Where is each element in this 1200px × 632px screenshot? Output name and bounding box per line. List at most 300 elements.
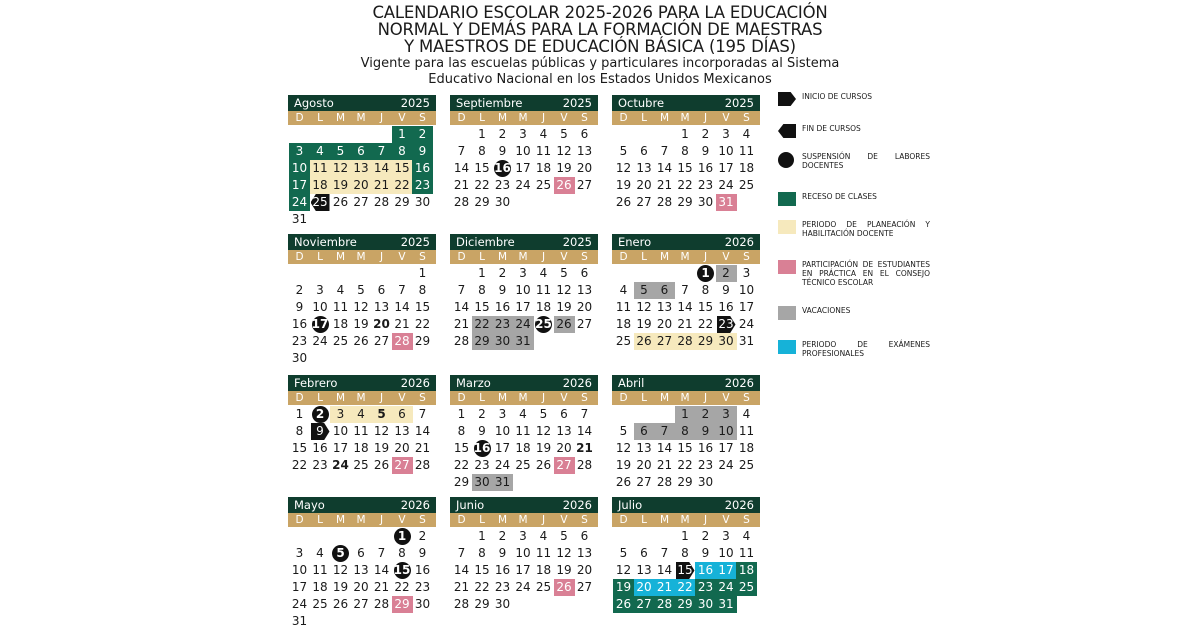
weekday-label: M xyxy=(518,112,528,124)
weekday-label: M xyxy=(518,514,528,526)
day-cell: 13 xyxy=(656,300,673,314)
day-cell: 13 xyxy=(636,441,652,455)
day-cell: 9 xyxy=(722,283,730,297)
day-cell: 18 xyxy=(738,441,755,455)
day-cell: 30 xyxy=(414,597,431,611)
day-cell: 5 xyxy=(634,282,655,299)
day-cell: 26 xyxy=(332,195,349,209)
legend-label: SUSPENSIÓN DE LABORES DOCENTES xyxy=(802,152,930,170)
month-octubre xyxy=(612,95,760,230)
weekday-label: V xyxy=(722,392,730,404)
day-cell: 20 xyxy=(576,300,593,314)
weekday-label: V xyxy=(398,392,406,404)
day-cell: 30 xyxy=(414,195,431,209)
day-cell: 17 xyxy=(716,562,737,579)
day-cell: 11 xyxy=(535,144,552,158)
title-line-3: Y MAESTROS DE EDUCACIÓN BÁSICA (195 DÍAS) xyxy=(404,37,796,56)
day-cell: 19 xyxy=(615,178,632,192)
day-cell: 24 xyxy=(513,316,534,333)
day-cell: 2 xyxy=(412,126,433,143)
day-cell: 31 xyxy=(716,194,737,211)
day-grid xyxy=(450,527,598,632)
day-cell: 1 xyxy=(457,407,466,421)
day-cell: 6 xyxy=(634,423,655,440)
month-year: 2026 xyxy=(400,498,430,512)
day-cell: 19 xyxy=(613,579,634,596)
day-cell: 27 xyxy=(353,195,369,209)
day-cell: 27 xyxy=(392,457,413,474)
day-cell: 7 xyxy=(654,423,675,440)
day-cell: 23 xyxy=(312,458,328,472)
day-cell: 5 xyxy=(539,407,548,421)
day-cell: 20 xyxy=(636,178,652,192)
day-cell: 4 xyxy=(619,283,628,297)
day-cell: 22 xyxy=(392,177,413,194)
day-cell: 20 xyxy=(636,458,652,472)
day-cell: 25 xyxy=(738,458,755,472)
day-cell: 15 xyxy=(697,300,714,314)
inicio-cursos-icon xyxy=(778,92,796,106)
day-cell: 1 xyxy=(392,528,413,545)
day-cell: 22 xyxy=(677,178,693,192)
day-cell: 9 xyxy=(701,546,710,560)
day-cell: 2 xyxy=(478,407,486,421)
day-grid xyxy=(288,527,436,632)
legend-label: INICIO DE CURSOS xyxy=(802,92,873,101)
weekday-label: M xyxy=(335,392,346,404)
day-cell: 4 xyxy=(742,407,751,421)
weekday-label: J xyxy=(379,251,384,263)
weekday-label: M xyxy=(497,112,508,124)
day-cell: 7 xyxy=(660,144,669,158)
day-cell: 20 xyxy=(373,317,390,331)
day-cell: 20 xyxy=(634,579,655,596)
weekday-label: J xyxy=(703,392,708,404)
day-cell: 21 xyxy=(677,317,693,331)
month-header xyxy=(288,375,436,391)
weekday-row xyxy=(612,111,760,125)
month-header xyxy=(288,497,436,513)
weekday-label: D xyxy=(295,251,304,263)
day-cell: 28 xyxy=(373,597,390,611)
month-header xyxy=(612,375,760,391)
day-cell: 21 xyxy=(394,317,410,331)
day-cell: 2 xyxy=(310,406,331,423)
weekday-label: J xyxy=(379,392,384,404)
weekday-label: V xyxy=(722,112,730,124)
day-cell: 19 xyxy=(332,580,349,594)
legend-item xyxy=(778,340,930,358)
day-cell: 4 xyxy=(310,143,331,160)
day-cell: 14 xyxy=(453,300,470,314)
day-grid xyxy=(288,405,436,510)
weekday-label: M xyxy=(659,112,670,124)
weekday-label: L xyxy=(641,251,647,263)
month-header xyxy=(288,95,436,111)
day-cell: 19 xyxy=(615,458,632,472)
weekday-label: J xyxy=(541,392,546,404)
day-cell: 27 xyxy=(353,597,369,611)
weekday-label: J xyxy=(379,112,384,124)
day-cell: 17 xyxy=(718,441,734,455)
weekday-label: D xyxy=(457,514,466,526)
day-cell: 13 xyxy=(351,160,372,177)
suspension-icon xyxy=(778,152,794,168)
day-cell: 21 xyxy=(453,317,470,331)
day-cell: 5 xyxy=(330,545,351,562)
weekday-row xyxy=(288,250,436,264)
day-cell: 5 xyxy=(619,546,628,560)
weekday-row xyxy=(612,513,760,527)
fin-cursos-icon xyxy=(778,124,796,138)
day-cell: 14 xyxy=(677,300,693,314)
legend-label: PERIODO DE EXÁMENES PROFESIONALES xyxy=(802,340,930,358)
day-cell: 14 xyxy=(414,424,431,438)
day-cell: 16 xyxy=(494,563,511,577)
legend-label: PERIODO DE PLANEACIÓN Y HABILITACIÓN DOCENTE xyxy=(802,220,930,238)
day-cell: 6 xyxy=(377,283,386,297)
month-year: 2025 xyxy=(400,235,430,249)
day-cell: 3 xyxy=(295,546,304,560)
day-cell: 15 xyxy=(392,160,413,177)
day-cell: 12 xyxy=(373,424,390,438)
day-cell: 23 xyxy=(414,580,431,594)
day-cell: 4 xyxy=(336,283,345,297)
weekday-label: V xyxy=(398,112,406,124)
month-name: Octubre xyxy=(618,96,665,110)
vacaciones-swatch-icon xyxy=(778,306,796,320)
weekday-row xyxy=(450,250,598,264)
day-cell: 27 xyxy=(636,195,652,209)
day-cell: 14 xyxy=(371,160,392,177)
day-cell: 26 xyxy=(332,597,349,611)
legend-item xyxy=(778,124,930,138)
day-cell: 10 xyxy=(738,283,755,297)
day-cell: 16 xyxy=(494,300,511,314)
day-cell: 9 xyxy=(701,144,710,158)
day-cell: 16 xyxy=(472,440,493,457)
day-cell: 7 xyxy=(457,144,466,158)
day-cell: 26 xyxy=(353,334,369,348)
day-cell: 6 xyxy=(351,143,372,160)
day-cell: 8 xyxy=(681,546,689,560)
weekday-label: V xyxy=(560,392,568,404)
day-cell: 21 xyxy=(656,458,673,472)
day-cell: 9 xyxy=(498,144,507,158)
day-cell: 14 xyxy=(453,563,470,577)
day-cell: 2 xyxy=(418,529,427,543)
day-cell: 24 xyxy=(515,580,531,594)
day-cell: 9 xyxy=(478,424,486,438)
day-cell: 5 xyxy=(560,127,568,141)
month-diciembre xyxy=(450,234,598,369)
weekday-label: S xyxy=(581,392,588,404)
weekday-label: D xyxy=(457,392,466,404)
day-cell: 29 xyxy=(392,596,413,613)
month-year: 2026 xyxy=(724,498,754,512)
day-cell: 29 xyxy=(474,597,490,611)
month-year: 2025 xyxy=(562,96,592,110)
day-cell: 20 xyxy=(353,580,369,594)
day-cell: 15 xyxy=(675,562,696,579)
day-grid xyxy=(612,405,760,510)
day-cell: 18 xyxy=(535,161,552,175)
weekday-label: M xyxy=(356,251,366,263)
day-cell: 28 xyxy=(656,475,673,489)
day-cell: 3 xyxy=(498,407,507,421)
day-cell: 30 xyxy=(716,333,737,350)
day-cell: 17 xyxy=(332,441,349,455)
weekday-label: V xyxy=(398,251,406,263)
day-cell: 30 xyxy=(695,596,716,613)
day-grid xyxy=(450,125,598,230)
month-name: Julio xyxy=(618,498,643,512)
day-cell: 9 xyxy=(418,546,427,560)
day-cell: 6 xyxy=(392,406,413,423)
weekday-row xyxy=(450,513,598,527)
month-year: 2025 xyxy=(724,96,754,110)
day-cell: 4 xyxy=(539,529,548,543)
month-header xyxy=(450,497,598,513)
day-cell: 5 xyxy=(619,144,628,158)
day-cell: 21 xyxy=(453,580,470,594)
day-cell: 30 xyxy=(494,597,511,611)
day-cell: 18 xyxy=(615,317,632,331)
day-cell: 10 xyxy=(291,563,308,577)
day-cell: 20 xyxy=(556,441,572,455)
day-cell: 12 xyxy=(556,283,572,297)
day-cell: 25 xyxy=(353,458,369,472)
day-cell: 2 xyxy=(716,265,737,282)
day-cell: 30 xyxy=(291,351,308,365)
day-cell: 30 xyxy=(494,195,511,209)
day-cell: 27 xyxy=(373,334,390,348)
day-cell: 24 xyxy=(718,178,734,192)
day-cell: 1 xyxy=(478,127,486,141)
month-header xyxy=(612,234,760,250)
day-cell: 11 xyxy=(535,546,552,560)
day-cell: 8 xyxy=(478,546,486,560)
weekday-label: M xyxy=(335,514,346,526)
day-cell: 1 xyxy=(695,265,716,282)
weekday-label: J xyxy=(541,251,546,263)
day-cell: 13 xyxy=(636,563,652,577)
day-cell: 29 xyxy=(474,195,490,209)
day-cell: 18 xyxy=(535,563,552,577)
day-cell: 28 xyxy=(656,195,673,209)
day-cell: 1 xyxy=(675,406,696,423)
day-cell: 25 xyxy=(332,334,349,348)
day-cell: 28 xyxy=(453,195,470,209)
day-cell: 8 xyxy=(478,283,486,297)
day-cell: 27 xyxy=(576,580,593,594)
weekday-label: M xyxy=(659,392,670,404)
day-cell: 3 xyxy=(330,406,351,423)
day-cell: 2 xyxy=(498,127,507,141)
day-cell: 22 xyxy=(697,317,714,331)
weekday-label: D xyxy=(457,251,466,263)
day-cell: 11 xyxy=(535,283,552,297)
day-cell: 25 xyxy=(312,597,328,611)
legend-label: VACACIONES xyxy=(802,306,851,315)
day-cell: 28 xyxy=(576,458,593,472)
day-cell: 18 xyxy=(353,441,369,455)
day-cell: 8 xyxy=(681,144,689,158)
day-cell: 3 xyxy=(742,266,751,280)
day-cell: 28 xyxy=(453,334,470,348)
day-cell: 7 xyxy=(398,283,406,297)
day-cell: 10 xyxy=(716,423,737,440)
day-cell: 8 xyxy=(457,424,466,438)
day-grid xyxy=(612,125,760,230)
month-name: Febrero xyxy=(294,376,338,390)
day-cell: 30 xyxy=(697,195,714,209)
weekday-label: D xyxy=(619,251,628,263)
day-cell: 16 xyxy=(412,160,433,177)
subtitle-line-1: Vigente para las escuelas públicas y particulares incorporadas al Sistema xyxy=(360,56,840,71)
weekday-label: S xyxy=(581,112,588,124)
weekday-label: M xyxy=(356,392,366,404)
weekday-label: S xyxy=(743,514,750,526)
day-cell: 22 xyxy=(414,317,431,331)
day-cell: 5 xyxy=(357,283,365,297)
legend-item xyxy=(778,152,930,170)
month-header xyxy=(450,95,598,111)
day-cell: 16 xyxy=(695,562,716,579)
day-cell: 2 xyxy=(701,127,710,141)
day-cell: 11 xyxy=(738,546,755,560)
weekday-label: S xyxy=(419,112,426,124)
day-cell: 15 xyxy=(677,161,693,175)
weekday-label: L xyxy=(317,392,323,404)
day-cell: 19 xyxy=(535,441,552,455)
day-cell: 3 xyxy=(722,127,730,141)
weekday-label: J xyxy=(703,514,708,526)
day-cell: 24 xyxy=(515,178,531,192)
day-cell: 8 xyxy=(295,424,304,438)
weekday-label: D xyxy=(295,514,304,526)
day-cell: 27 xyxy=(576,178,593,192)
subtitle-line-2: Educativo Nacional en los Estados Unidos Mexicanos xyxy=(428,72,772,87)
month-name: Junio xyxy=(456,498,485,512)
day-cell: 9 xyxy=(295,300,304,314)
month-name: Mayo xyxy=(294,498,325,512)
day-cell: 9 xyxy=(310,423,331,440)
day-cell: 25 xyxy=(310,194,331,211)
day-cell: 10 xyxy=(289,160,310,177)
weekday-label: D xyxy=(457,112,466,124)
day-cell: 10 xyxy=(332,424,349,438)
day-cell: 28 xyxy=(392,333,413,350)
weekday-label: M xyxy=(497,251,508,263)
examenes-swatch-icon xyxy=(778,340,796,354)
day-cell: 17 xyxy=(515,161,531,175)
day-cell: 4 xyxy=(742,127,751,141)
day-cell: 9 xyxy=(498,546,507,560)
weekday-label: V xyxy=(560,251,568,263)
day-cell: 17 xyxy=(289,177,310,194)
day-cell: 10 xyxy=(515,144,531,158)
month-year: 2025 xyxy=(400,96,430,110)
day-cell: 12 xyxy=(615,441,632,455)
day-cell: 11 xyxy=(353,424,369,438)
day-cell: 12 xyxy=(636,300,652,314)
weekday-label: S xyxy=(419,251,426,263)
weekday-label: M xyxy=(518,392,528,404)
day-cell: 3 xyxy=(519,127,527,141)
day-grid xyxy=(450,405,598,510)
day-cell: 23 xyxy=(291,334,308,348)
day-cell: 22 xyxy=(675,579,696,596)
weekday-label: D xyxy=(619,514,628,526)
day-cell: 26 xyxy=(554,579,575,596)
day-cell: 4 xyxy=(742,529,751,543)
day-cell: 11 xyxy=(312,563,328,577)
consejo-swatch-icon xyxy=(778,260,796,274)
day-cell: 20 xyxy=(394,441,410,455)
day-cell: 16 xyxy=(697,161,714,175)
weekday-label: J xyxy=(541,112,546,124)
day-cell: 22 xyxy=(474,178,490,192)
day-cell: 12 xyxy=(556,546,572,560)
month-junio xyxy=(450,497,598,632)
weekday-label: V xyxy=(398,514,406,526)
day-cell: 8 xyxy=(392,143,413,160)
day-cell: 16 xyxy=(291,317,308,331)
day-cell: 24 xyxy=(494,458,511,472)
day-cell: 21 xyxy=(656,178,673,192)
legend-label: PARTICIPACIÓN DE ESTUDIANTES EN PRÁCTICA EN EL CONSEJO TÉCNICO ESCOLAR xyxy=(802,260,930,287)
day-cell: 25 xyxy=(535,580,552,594)
day-cell: 7 xyxy=(580,407,589,421)
day-cell: 25 xyxy=(535,178,552,192)
day-cell: 12 xyxy=(535,424,552,438)
day-cell: 3 xyxy=(519,529,527,543)
day-cell: 17 xyxy=(515,563,531,577)
day-cell: 18 xyxy=(332,317,349,331)
day-cell: 23 xyxy=(474,458,490,472)
day-cell: 23 xyxy=(697,178,714,192)
day-cell: 6 xyxy=(640,144,648,158)
month-marzo xyxy=(450,375,598,510)
day-cell: 29 xyxy=(677,195,693,209)
day-cell: 16 xyxy=(697,441,714,455)
day-cell: 15 xyxy=(474,563,490,577)
day-cell: 27 xyxy=(634,596,655,613)
weekday-label: M xyxy=(680,251,690,263)
day-cell: 8 xyxy=(675,423,696,440)
weekday-label: L xyxy=(479,251,485,263)
day-cell: 7 xyxy=(418,407,427,421)
day-cell: 26 xyxy=(615,475,632,489)
month-year: 2026 xyxy=(400,376,430,390)
day-cell: 1 xyxy=(681,529,689,543)
day-cell: 5 xyxy=(619,424,628,438)
day-cell: 3 xyxy=(722,529,730,543)
weekday-row xyxy=(612,250,760,264)
day-cell: 17 xyxy=(515,300,531,314)
weekday-label: S xyxy=(419,392,426,404)
legend-item xyxy=(778,92,930,106)
day-cell: 6 xyxy=(560,407,568,421)
weekday-label: L xyxy=(479,392,485,404)
weekday-row xyxy=(288,513,436,527)
day-cell: 18 xyxy=(515,441,531,455)
day-cell: 6 xyxy=(580,127,589,141)
day-cell: 20 xyxy=(576,161,593,175)
weekday-label: D xyxy=(295,112,304,124)
day-cell: 16 xyxy=(718,300,734,314)
